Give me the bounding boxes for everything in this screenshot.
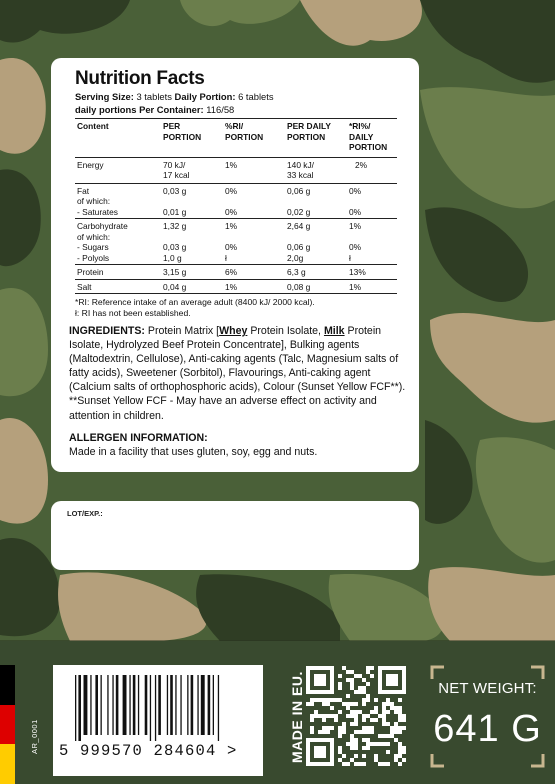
qr-module <box>318 730 322 734</box>
qr-module <box>398 750 402 754</box>
barcode-bar <box>150 675 151 741</box>
qr-module <box>342 726 346 730</box>
qr-module <box>314 714 318 718</box>
barcode-bar <box>191 675 194 735</box>
qr-module <box>374 754 378 758</box>
qr-module <box>354 738 358 742</box>
cell-per-portion: 3,15 g <box>161 265 223 280</box>
qr-module <box>390 726 394 730</box>
qr-module <box>398 726 402 730</box>
qr-module <box>342 722 346 726</box>
qr-module <box>314 710 318 714</box>
qr-module <box>354 718 358 722</box>
qr-module <box>370 726 374 730</box>
qr-module <box>362 730 366 734</box>
qr-module <box>322 730 326 734</box>
ri-note-reference: *RI: Reference intake of an average adult (8400 kJ/ 2000 kcal). <box>75 297 315 307</box>
qr-module <box>394 726 398 730</box>
cell-per-portion: 0,04 g <box>161 279 223 294</box>
barcode <box>53 665 263 776</box>
qr-module <box>378 734 382 738</box>
qr-module <box>350 702 354 706</box>
cell-per-portion: 70 kJ/ 17 kcal <box>161 157 223 183</box>
qr-module <box>386 698 390 702</box>
qr-module <box>314 746 326 758</box>
allergen-label: ALLERGEN INFORMATION: <box>69 432 208 444</box>
cell-ri-portion: 1% <box>223 157 285 183</box>
qr-module <box>382 762 386 766</box>
barcode-bar <box>180 675 181 735</box>
qr-module <box>326 730 330 734</box>
made-in-label: MADE IN EU. <box>289 671 305 763</box>
barcode-bar <box>167 675 168 735</box>
qr-module <box>394 730 398 734</box>
qr-module <box>342 666 346 670</box>
qr-module <box>322 726 326 730</box>
qr-module <box>366 746 370 750</box>
barcode-bar <box>75 675 76 741</box>
barcode-bar <box>116 675 119 735</box>
table-row <box>75 265 397 280</box>
nutrition-table <box>75 118 397 294</box>
barcode-bar <box>90 675 91 735</box>
qr-module <box>346 742 350 746</box>
barcode-bar <box>101 675 102 735</box>
qr-module <box>338 758 342 762</box>
qr-module <box>338 686 342 690</box>
qr-module <box>386 674 398 686</box>
ingredients-part: Protein Isolate, <box>247 325 324 337</box>
qr-module <box>334 718 338 722</box>
cell-per-daily: 140 kJ/ 33 kcal <box>285 157 347 183</box>
qr-module <box>374 710 378 714</box>
qr-module <box>322 714 326 718</box>
row-label: Protein <box>75 265 161 280</box>
qr-module <box>354 746 358 750</box>
qr-module <box>366 682 370 686</box>
qr-module <box>374 706 378 710</box>
qr-module <box>318 698 322 702</box>
qr-module <box>310 698 314 702</box>
qr-module <box>378 714 382 718</box>
ri-notes <box>75 297 315 318</box>
qr-module <box>386 762 390 766</box>
qr-module <box>394 738 398 742</box>
qr-module <box>334 698 338 702</box>
header-per-daily-portion: PER DAILY PORTION <box>285 119 347 158</box>
qr-module <box>366 670 370 674</box>
lot-exp-label: LOT/EXP.: <box>67 509 103 518</box>
qr-module <box>314 674 326 686</box>
qr-module <box>350 734 354 738</box>
serving-size-label: Serving Size: <box>75 91 134 102</box>
qr-module <box>354 730 358 734</box>
qr-module <box>346 762 350 766</box>
qr-module <box>390 706 394 710</box>
barcode-bar <box>208 675 211 735</box>
qr-module <box>402 746 406 750</box>
qr-module <box>398 730 402 734</box>
qr-module <box>362 754 366 758</box>
barcode-bar <box>155 675 156 741</box>
qr-module <box>350 758 354 762</box>
qr-module <box>402 718 406 722</box>
ingredients-part: Protein Isolate, Hydrolyzed Beef Protein Concentrate], Bulking agents (Maltodextrin, Cellulose), Anti-caking agents (Talc, Magnesium salts of fatty acids), Sweetener (Sorbitol), Flavourings, Anti-caking agent (Calcium salts of orthophosphoric acids), Colour (Sunset Yellow FCF**). **Sunset Yellow FCF - May have an adverse effect on activity and attention in children. <box>69 325 406 422</box>
german-flag-icon <box>0 665 15 784</box>
qr-module <box>402 750 406 754</box>
qr-module <box>362 686 366 690</box>
cell-per-daily: 0,06 g 0,02 g <box>285 183 347 219</box>
qr-module <box>394 758 398 762</box>
barcode-bar <box>78 675 81 741</box>
qr-module <box>394 706 398 710</box>
qr-module <box>322 702 326 706</box>
qr-module <box>322 698 326 702</box>
qr-module <box>326 714 330 718</box>
qr-module <box>370 674 374 678</box>
qr-module <box>386 742 390 746</box>
qr-module <box>382 734 386 738</box>
qr-module <box>366 666 370 670</box>
qr-module <box>398 742 402 746</box>
qr-module <box>350 742 354 746</box>
qr-module <box>354 674 358 678</box>
cell-per-daily: 6,3 g <box>285 265 347 280</box>
qr-module <box>366 714 370 718</box>
qr-module <box>362 762 366 766</box>
qr-module <box>350 678 354 682</box>
qr-module <box>310 714 314 718</box>
qr-module <box>366 730 370 734</box>
qr-module <box>338 674 342 678</box>
qr-module <box>362 746 366 750</box>
row-label: Energy <box>75 157 161 183</box>
qr-module <box>330 726 334 730</box>
cell-ri-portion: 1% <box>223 279 285 294</box>
lot-exp-panel <box>51 501 419 570</box>
qr-module <box>362 714 366 718</box>
cell-per-portion: 1,32 g 0,03 g 1,0 g <box>161 219 223 265</box>
qr-module <box>350 710 354 714</box>
qr-module <box>382 710 386 714</box>
flag-stripe-black <box>0 665 15 705</box>
qr-module <box>390 702 394 706</box>
qr-module <box>398 698 402 702</box>
qr-module <box>310 718 314 722</box>
qr-module <box>382 718 386 722</box>
qr-module <box>326 702 330 706</box>
qr-module <box>374 718 378 722</box>
barcode-bar <box>218 675 219 741</box>
qr-module <box>390 730 394 734</box>
barcode-bar <box>197 675 198 735</box>
qr-module <box>322 718 326 722</box>
qr-module <box>314 698 318 702</box>
qr-module <box>342 730 346 734</box>
cell-ri-portion: 1% 0% ł <box>223 219 285 265</box>
cell-per-daily: 0,08 g <box>285 279 347 294</box>
qr-module <box>402 714 406 718</box>
qr-module <box>358 686 362 690</box>
table-row <box>75 183 397 219</box>
qr-code-icon <box>306 666 406 766</box>
qr-module <box>338 730 342 734</box>
qr-module <box>382 702 386 706</box>
qr-module <box>382 742 386 746</box>
cell-ri-daily: 1% <box>347 279 397 294</box>
cell-ri-daily: 0% 0% <box>347 183 397 219</box>
qr-module <box>342 762 346 766</box>
qr-module <box>350 670 354 674</box>
qr-module <box>398 706 402 710</box>
qr-module <box>354 754 358 758</box>
qr-module <box>362 702 366 706</box>
qr-module <box>382 714 386 718</box>
ingredients-label: INGREDIENTS: <box>69 325 145 337</box>
table-row <box>75 279 397 294</box>
net-weight-label: NET WEIGHT: <box>438 680 537 697</box>
qr-module <box>398 754 402 758</box>
qr-module <box>346 694 350 698</box>
per-container-line <box>75 104 234 115</box>
table-row <box>75 157 397 183</box>
barcode-bar <box>133 675 136 735</box>
barcode-bar <box>138 675 139 735</box>
qr-module <box>374 758 378 762</box>
cell-ri-portion: 6% <box>223 265 285 280</box>
qr-module <box>338 750 342 754</box>
qr-module <box>366 742 370 746</box>
nutrition-title: Nutrition Facts <box>75 68 205 89</box>
qr-module <box>394 722 398 726</box>
qr-module <box>350 746 354 750</box>
barcode-bar <box>175 675 176 735</box>
qr-module <box>394 710 398 714</box>
barcode-number: 5 999570 284604 > <box>59 742 238 760</box>
qr-module <box>398 714 402 718</box>
cell-per-portion: 0,03 g 0,01 g <box>161 183 223 219</box>
barcode-bar <box>95 675 98 735</box>
qr-module <box>338 734 342 738</box>
ingredients-text <box>69 324 409 423</box>
cell-ri-daily: 2% <box>347 157 397 183</box>
header-ri-daily-portion: *RI%/ DAILY PORTION <box>347 119 397 158</box>
qr-module <box>346 706 350 710</box>
qr-module <box>370 718 374 722</box>
qr-module <box>310 726 314 730</box>
qr-module <box>366 698 370 702</box>
barcode-bar <box>187 675 188 735</box>
qr-module <box>358 762 362 766</box>
qr-module <box>370 666 374 670</box>
table-header-row <box>75 119 397 158</box>
qr-module <box>370 730 374 734</box>
net-weight-value: 641 G <box>433 708 542 750</box>
qr-module <box>342 702 346 706</box>
qr-module <box>310 730 314 734</box>
qr-module <box>362 726 366 730</box>
table-row <box>75 219 397 265</box>
serving-info-line <box>75 91 274 102</box>
qr-module <box>350 682 354 686</box>
barcode-bar <box>112 675 113 735</box>
cell-ri-daily: 1% 0% ł <box>347 219 397 265</box>
qr-module <box>338 746 342 750</box>
qr-module <box>350 686 354 690</box>
qr-module <box>354 742 358 746</box>
qr-module <box>386 710 390 714</box>
cell-ri-portion: 0% 0% <box>223 183 285 219</box>
qr-module <box>346 678 350 682</box>
qr-module <box>374 742 378 746</box>
ri-note-not-established: ł: RI has not been established. <box>75 307 191 318</box>
serving-size-value: 3 tablets <box>136 91 172 102</box>
qr-module <box>386 722 390 726</box>
qr-module <box>338 682 342 686</box>
header-ri-portion: %RI/ PORTION <box>223 119 285 158</box>
cell-ri-daily: 13% <box>347 265 397 280</box>
barcode-bar <box>170 675 173 735</box>
qr-module <box>338 710 342 714</box>
qr-module <box>358 710 362 714</box>
barcode-bar <box>107 675 108 735</box>
allergen-text: Made in a facility that uses gluten, soy, egg and nuts. <box>69 445 318 458</box>
barcode-bar <box>145 675 148 735</box>
cell-per-daily: 2,64 g 0,06 g 2,0g <box>285 219 347 265</box>
allergen-milk: Milk <box>323 325 345 337</box>
flag-stripe-red <box>0 705 15 745</box>
flag-stripe-gold <box>0 744 15 784</box>
row-label: Salt <box>75 279 161 294</box>
allergen-info <box>69 432 409 459</box>
per-container-label: daily portions Per Container: <box>75 104 204 115</box>
qr-module <box>374 698 378 702</box>
qr-module <box>326 698 330 702</box>
qr-module <box>306 702 310 706</box>
qr-module <box>382 722 386 726</box>
qr-module <box>354 690 358 694</box>
qr-module <box>390 734 394 738</box>
qr-module <box>350 714 354 718</box>
qr-module <box>330 714 334 718</box>
qr-module <box>350 738 354 742</box>
qr-module <box>330 706 334 710</box>
qr-module <box>326 726 330 730</box>
article-code: AR_0001 <box>30 719 39 754</box>
header-content: Content <box>75 119 161 158</box>
row-label: Fat of which: - Saturates <box>75 183 161 219</box>
qr-module <box>362 678 366 682</box>
qr-module <box>386 734 390 738</box>
qr-module <box>354 714 358 718</box>
qr-module <box>354 702 358 706</box>
qr-module <box>402 758 406 762</box>
barcode-bar <box>158 675 161 735</box>
qr-module <box>366 738 370 742</box>
qr-module <box>398 718 402 722</box>
qr-module <box>362 738 366 742</box>
barcode-bar <box>84 675 88 735</box>
qr-module <box>398 762 402 766</box>
qr-module <box>342 754 346 758</box>
qr-module <box>398 746 402 750</box>
qr-module <box>362 698 366 702</box>
qr-module <box>378 762 382 766</box>
allergen-whey: Whey <box>219 325 248 337</box>
qr-module <box>398 710 402 714</box>
barcode-bar <box>123 675 127 735</box>
qr-module <box>394 754 398 758</box>
qr-module <box>318 714 322 718</box>
qr-module <box>346 702 350 706</box>
qr-module <box>358 690 362 694</box>
qr-module <box>310 702 314 706</box>
qr-module <box>362 690 366 694</box>
qr-module <box>358 674 362 678</box>
header-per-portion: PER PORTION <box>161 119 223 158</box>
qr-module <box>402 726 406 730</box>
barcode-bar <box>129 675 130 735</box>
nutrition-panel <box>51 58 419 472</box>
per-container-value: 116/58 <box>206 104 235 115</box>
qr-module <box>362 718 366 722</box>
qr-module <box>370 742 374 746</box>
barcode-bar <box>213 675 214 735</box>
qr-module <box>386 750 390 754</box>
qr-module <box>366 694 370 698</box>
qr-module <box>338 726 342 730</box>
qr-module <box>386 702 390 706</box>
ingredients-part: Protein Matrix [ <box>144 325 220 337</box>
daily-portion-label: Daily Portion: <box>174 91 236 102</box>
qr-module <box>370 710 374 714</box>
qr-module <box>334 714 338 718</box>
barcode-bar <box>201 675 205 735</box>
qr-module <box>354 710 358 714</box>
qr-module <box>350 722 354 726</box>
qr-module <box>354 722 358 726</box>
row-label: Carbohydrate of which: - Sugars - Polyols <box>75 219 161 265</box>
qr-module <box>338 698 342 702</box>
qr-module <box>354 762 358 766</box>
qr-module <box>346 714 350 718</box>
qr-module <box>366 726 370 730</box>
qr-module <box>378 742 382 746</box>
qr-module <box>382 706 386 710</box>
qr-module <box>330 698 334 702</box>
qr-module <box>358 730 362 734</box>
qr-module <box>346 670 350 674</box>
daily-portion-value: 6 tablets <box>238 91 274 102</box>
